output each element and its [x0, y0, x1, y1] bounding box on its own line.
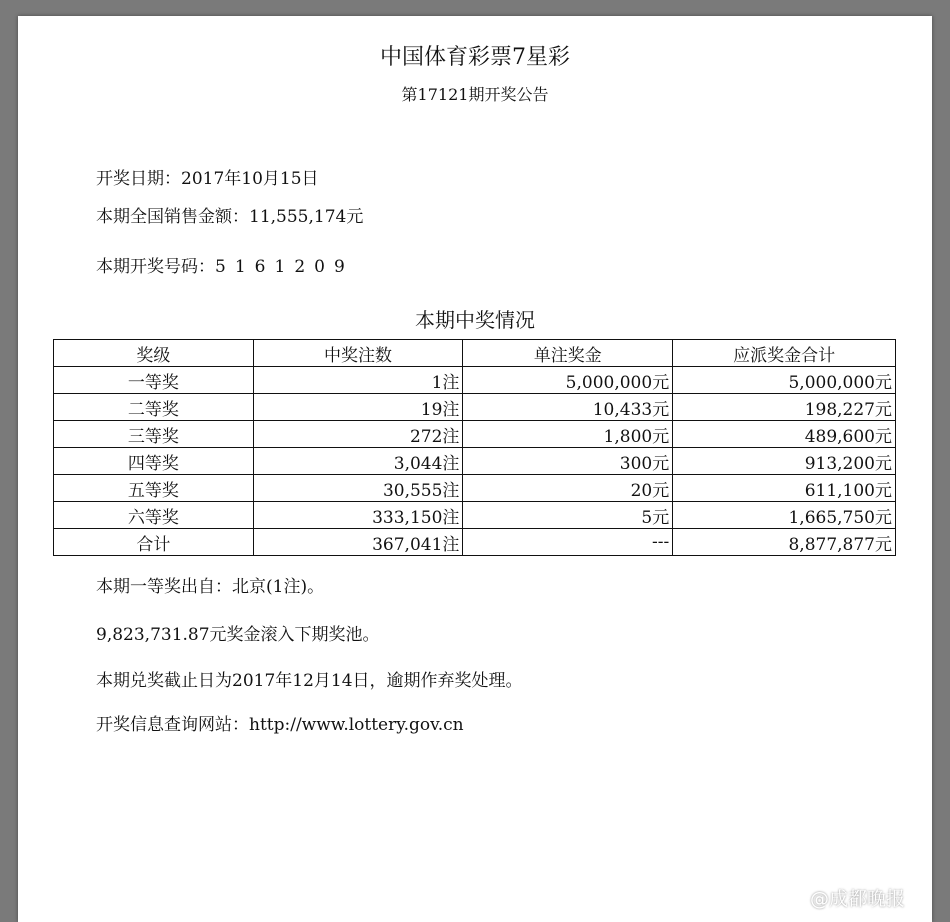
- prize-cell: 10,433元: [463, 394, 673, 421]
- announcement-page: [18, 16, 932, 922]
- table-row-total: [54, 529, 896, 556]
- table-row: [54, 448, 896, 475]
- table-row: [54, 421, 896, 448]
- prize-cell: ---: [463, 529, 673, 556]
- table-row: [54, 394, 896, 421]
- digit: 9: [333, 257, 345, 277]
- level-cell: 四等奖: [54, 448, 254, 475]
- digit: 1: [234, 257, 246, 277]
- winning-numbers-label: 本期开奖号码：: [96, 257, 215, 277]
- count-cell: 30,555注: [253, 475, 463, 502]
- prize-cell: 5,000,000元: [463, 367, 673, 394]
- count-cell: 367,041注: [253, 529, 463, 556]
- total-cell: 1,665,750元: [673, 502, 896, 529]
- page-title: 中国体育彩票7星彩: [380, 45, 570, 70]
- total-cell: 8,877,877元: [673, 529, 896, 556]
- level-cell: 六等奖: [54, 502, 254, 529]
- prize-cell: 1,800元: [463, 421, 673, 448]
- total-cell: 198,227元: [673, 394, 896, 421]
- total-cell: 489,600元: [673, 421, 896, 448]
- table-row: [54, 502, 896, 529]
- prize-cell: 300元: [463, 448, 673, 475]
- winning-numbers: [96, 252, 354, 277]
- table-header-row: [54, 340, 896, 367]
- digit: 1: [274, 257, 286, 277]
- prize-cell: 20元: [463, 475, 673, 502]
- col-header-total: 应派奖金合计: [673, 340, 896, 367]
- col-header-level: 奖级: [54, 340, 254, 367]
- first-prize-origin: 本期一等奖出自：北京(1注)。: [96, 577, 325, 597]
- prize-table: [53, 339, 896, 556]
- total-cell: 913,200元: [673, 448, 896, 475]
- digit: 2: [294, 257, 306, 277]
- issue-subtitle: 第17121期开奖公告: [401, 85, 549, 104]
- digit: 0: [314, 257, 325, 277]
- winning-digits: [215, 257, 354, 277]
- total-cell: 611,100元: [673, 475, 896, 502]
- website-info: 开奖信息查询网站：http://www.lottery.gov.cn: [96, 715, 464, 735]
- draw-date: 开奖日期：2017年10月15日: [96, 169, 319, 189]
- col-header-prize: 单注奖金: [463, 340, 673, 367]
- col-header-count: 中奖注数: [253, 340, 463, 367]
- prize-section-title: 本期中奖情况: [415, 308, 535, 332]
- digit: 6: [254, 257, 266, 277]
- count-cell: 1注: [253, 367, 463, 394]
- count-cell: 333,150注: [253, 502, 463, 529]
- level-cell: 五等奖: [54, 475, 254, 502]
- count-cell: 3,044注: [253, 448, 463, 475]
- level-cell: 二等奖: [54, 394, 254, 421]
- digit: 5: [215, 257, 226, 277]
- table-row: [54, 475, 896, 502]
- prize-cell: 5元: [463, 502, 673, 529]
- level-cell: 三等奖: [54, 421, 254, 448]
- count-cell: 272注: [253, 421, 463, 448]
- level-cell: 一等奖: [54, 367, 254, 394]
- count-cell: 19注: [253, 394, 463, 421]
- watermark: [780, 884, 905, 911]
- jackpot-rollover: 9,823,731.87元奖金滚入下期奖池。: [96, 625, 380, 645]
- watermark-text: @成都晚报: [810, 888, 906, 910]
- level-cell: 合计: [54, 529, 254, 556]
- sales-amount: 本期全国销售金额：11,555,174元: [96, 207, 364, 227]
- weibo-icon: [780, 890, 804, 908]
- table-row: [54, 367, 896, 394]
- claim-deadline: 本期兑奖截止日为2017年12月14日，逾期作弃奖处理。: [96, 671, 523, 691]
- total-cell: 5,000,000元: [673, 367, 896, 394]
